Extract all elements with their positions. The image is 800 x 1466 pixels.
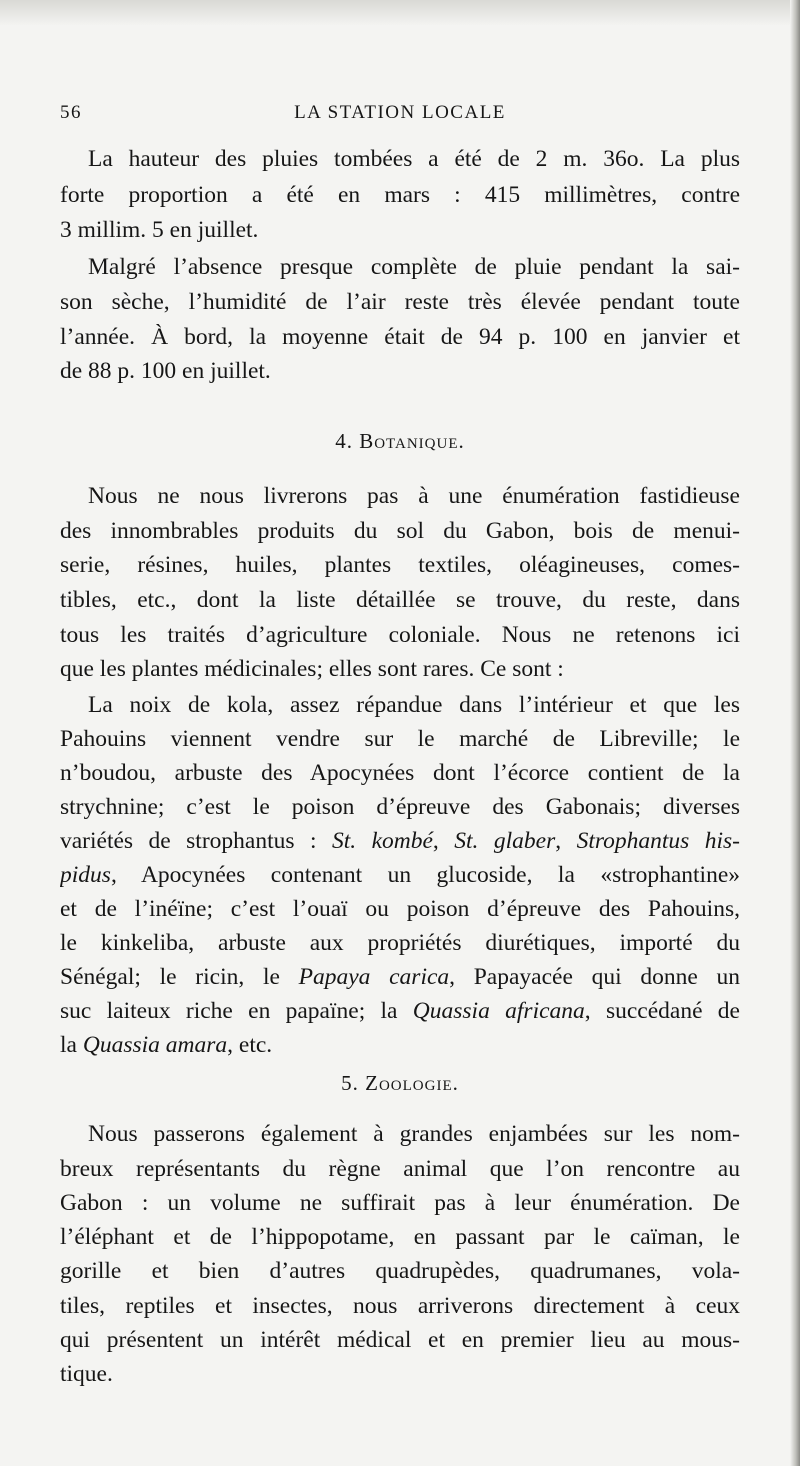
- section-title: Zoologie.: [365, 1071, 459, 1095]
- text-line: et de l’inéïne; c’est l’ouaï ou poison d’épreuve des Pahouins,: [60, 896, 740, 922]
- text-line: l’année. À bord, la moyenne était de 94 p. 100 en janvier et: [60, 324, 740, 350]
- text-line: [60, 858, 740, 892]
- text-line: son sèche, l’humidité de l’air reste très élevée pendant toute: [60, 289, 740, 315]
- text-run: ,: [432, 828, 455, 854]
- text-line: breux représentants du règne animal que l’on rencontre au: [60, 1156, 740, 1182]
- text-run: Sénégal; le ricin, le: [60, 964, 299, 990]
- text-line: Pahouins viennent vendre sur le marché de Libreville; le: [60, 726, 740, 752]
- species-name: Papaya carica: [298, 964, 450, 990]
- scan-top-shadow: [0, 0, 800, 26]
- section-heading-zoologie: [0, 1066, 800, 1100]
- section-heading-botanique: [0, 424, 800, 458]
- species-name: pidus: [60, 862, 111, 888]
- text-line: tous les traités d’agriculture coloniale. Nous ne retenons ici: [60, 622, 740, 648]
- text-line: [60, 824, 740, 858]
- text-line: tibles, etc., dont la liste détaillée se trouve, du reste, dans: [60, 587, 740, 613]
- scan-right-edge: [790, 0, 800, 1466]
- text-line: 3 millim. 5 en juillet.: [60, 217, 259, 243]
- text-line: Nous ne nous livrerons pas à une énumération fastidieuse: [88, 483, 740, 509]
- page-number: 56: [60, 102, 82, 123]
- text-line: que les plantes médicinales; elles sont rares. Ce sont :: [60, 656, 564, 682]
- text-line: qui présentent un intérêt médical et en premier lieu au mous-: [60, 1327, 740, 1353]
- text-line: [60, 960, 740, 994]
- text-line: l’éléphant et de l’hippopotame, en passant par le caïman, le: [60, 1224, 740, 1250]
- text-line: des innombrables produits du sol du Gabon, bois de menui-: [60, 518, 740, 544]
- text-line: de 88 p. 100 en juillet.: [60, 358, 271, 384]
- text-line: forte proportion a été en mars : 415 millimètres, contre: [60, 182, 740, 208]
- text-line: Nous passerons également à grandes enjambées sur les nom-: [88, 1121, 740, 1147]
- text-line: tique.: [60, 1361, 113, 1387]
- text-run: suc laiteux riche en papaïne; la: [60, 998, 413, 1024]
- section-title: Botanique.: [359, 429, 465, 453]
- text-line: gorille et bien d’autres quadrupèdes, quadrumanes, vola-: [60, 1258, 740, 1284]
- text-line: n’boudou, arbuste des Apocynées dont l’écorce contient de la: [60, 760, 740, 786]
- text-run: ,: [555, 828, 577, 854]
- section-number: 4.: [335, 429, 353, 453]
- text-line: Malgré l’absence presque complète de pluie pendant la sai-: [88, 254, 740, 280]
- text-run: , succédané de: [584, 998, 740, 1024]
- text-line: tiles, reptiles et insectes, nous arriverons directement à ceux: [60, 1293, 740, 1319]
- running-header: [60, 102, 740, 130]
- text-run: , Apocynées contenant un glucoside, la «strophantine»: [110, 862, 740, 888]
- text-line: le kinkeliba, arbuste aux propriétés diurétiques, importé du: [60, 930, 740, 956]
- text-line: serie, résines, huiles, plantes textiles, oléagineuses, comes-: [60, 552, 740, 578]
- text-line: strychnine; c’est le poison d’épreuve des Gabonais; diverses: [60, 794, 740, 820]
- species-name: Strophantus his-: [576, 828, 740, 854]
- species-name: Quassia africana: [412, 998, 585, 1024]
- text-line: La hauteur des pluies tombées a été de 2 m. 36o. La plus: [88, 146, 740, 172]
- section-number: 5.: [341, 1071, 359, 1095]
- running-title: LA STATION LOCALE: [294, 102, 506, 123]
- text-line: [60, 1028, 740, 1062]
- species-name: St. glaber: [454, 828, 556, 854]
- species-name: Quassia amara: [82, 1032, 228, 1058]
- text-line: Gabon : un volume ne suffirait pas à leur énumération. De: [60, 1190, 740, 1216]
- text-line: [60, 994, 740, 1028]
- species-name: St. kombé: [331, 828, 433, 854]
- text-run: variétés de strophantus :: [60, 828, 332, 854]
- text-line: La noix de kola, assez répandue dans l’intérieur et que les: [88, 692, 740, 718]
- text-run: la: [60, 1032, 83, 1058]
- text-run: , etc.: [227, 1032, 273, 1058]
- text-run: , Papayacée qui donne un: [449, 964, 740, 990]
